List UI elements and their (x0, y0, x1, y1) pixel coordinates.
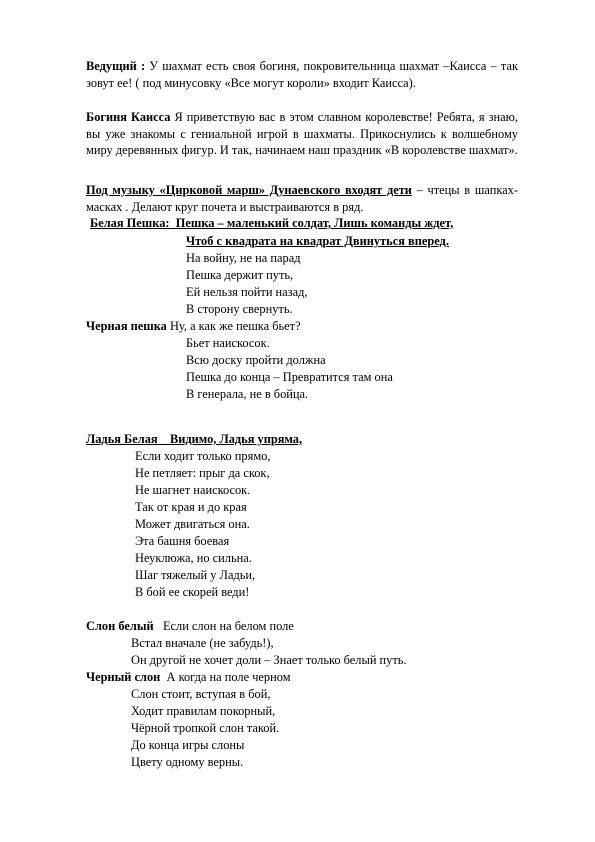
verse-line: Не петляет: прыг да скок, (135, 466, 270, 480)
verse-line: Слон стоит, вступая в бой, (131, 687, 271, 701)
verse-line: Цвету одному верны. (131, 755, 244, 769)
verse-line: Он другой не хочет доли – Знает только белый путь. (131, 653, 407, 667)
white-rook-first-line: Видимо, Ладья упряма, (169, 432, 303, 446)
verse-line: В бой ее скорей веди! (135, 585, 250, 599)
speaker-goddess: Богиня Каисса (86, 110, 171, 124)
verse-line: Не шагнет наискосок. (135, 483, 251, 497)
speaker-black-pawn: Черная пешка (86, 319, 167, 333)
verse-line: Всю доску пройти должна (186, 353, 326, 367)
verse-line: Пешка держит путь, (186, 268, 294, 282)
verse-line: Бьет наискосок. (186, 336, 270, 350)
intro-paragraph (86, 58, 518, 91)
white-bishop-first-line: Если слон на белом поле (162, 619, 294, 633)
verse-line: Пешка до конца – Превратится там она (186, 370, 393, 384)
verse-line: Неуклюжа, но сильна. (135, 551, 252, 565)
black-pawn-first-line: Ну, а как же пешка бьет? (169, 319, 301, 333)
verse-line: До конца игры слоны (131, 738, 245, 752)
speaker-white-bishop: Слон белый (86, 619, 154, 633)
verse-line: В сторону свернуть. (186, 302, 293, 316)
verse-line: Так от края и до края (135, 500, 247, 514)
verse-line: Эта башня боевая (135, 534, 230, 548)
black-bishop-first (86, 669, 291, 686)
verse-line: Может двигаться она. (135, 517, 250, 531)
stage-direction-text: – чтецы в шапках- масках . Делают круг почета и выстраиваются в ряд. (86, 183, 518, 214)
goddess-paragraph (86, 109, 518, 159)
verse-line: Чёрной тропкой слон такой. (131, 721, 280, 735)
verse-line: Если ходит только прямо, (135, 449, 271, 463)
speaker-black-bishop: Черный слон (86, 670, 161, 684)
white-pawn-line1 (90, 215, 453, 232)
white-pawn-line2: Чтоб с квадрата на квадрат Двинуться вперед. (186, 234, 449, 248)
white-rook-first (86, 431, 302, 448)
stage-direction-underlined: Под музыку «Цирковой марш» Дунаевского входят дети (86, 183, 412, 197)
goddess-text: Я приветствую вас в этом славном королевстве! Ребята, я знаю, вы уже знакомы с гениальной игрой в шахматы. Прикоснулись к волшебному миру деревянных фигур. И так, начинаем наш праздник «В королевстве шахмат». (86, 110, 518, 157)
stage-direction (86, 182, 518, 215)
verse-line: В генерала, не в бойца. (186, 387, 309, 401)
verse-line: Встал вначале (не забудь!), (131, 636, 274, 650)
white-bishop-first (86, 618, 294, 635)
verse-line: На войну, не на парад (186, 251, 301, 265)
black-pawn-first (86, 318, 301, 335)
speaker-white-rook: Ладья Белая (86, 432, 158, 446)
white-pawn-first-line: Пешка – маленький солдат, Лишь команды ждет, (175, 216, 454, 230)
verse-line: Шаг тяжелый у Ладьи, (135, 568, 256, 582)
speaker-white-pawn: Белая Пешка: (90, 216, 170, 230)
intro-text: У шахмат есть своя богиня, покровительница шахмат –Каисса – так зовут ее! ( под минусовку «Все могут короли» входит Каисса). (86, 59, 518, 90)
verse-line: Ходит правилам покорный, (131, 704, 276, 718)
verse-line: Ей нельзя пойти назад, (186, 285, 308, 299)
black-bishop-first-line: А когда на поле черном (166, 670, 291, 684)
speaker-host: Ведущий : (86, 59, 146, 73)
